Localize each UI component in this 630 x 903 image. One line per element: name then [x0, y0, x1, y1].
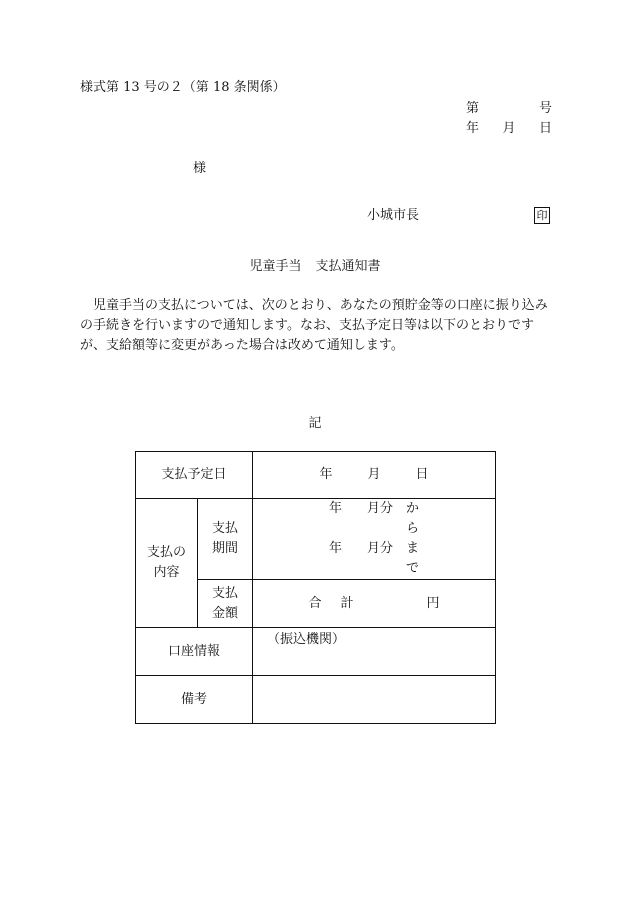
currency-unit: 円: [426, 595, 440, 611]
document-number: [466, 101, 552, 117]
payment-info-table: [135, 451, 496, 724]
payment-amount-label-line2: 金額: [212, 605, 239, 621]
table-row-scheduled-date: [136, 452, 496, 499]
payment-contents-label-line1: 支払の: [146, 545, 186, 560]
payment-period-value: [253, 499, 496, 580]
table-row-remarks: [136, 676, 496, 724]
issue-date: [466, 121, 552, 137]
ki-heading: 記: [308, 416, 322, 431]
total-char-1: 合: [308, 595, 322, 611]
seal-mark: 印: [534, 207, 550, 224]
form-label: 様式第 13 号の２（第 18 条関係）: [80, 80, 286, 95]
period-to-year: 年: [329, 541, 343, 556]
payment-period-label-line2: 期間: [212, 541, 239, 556]
scheduled-date-year: 年: [319, 467, 333, 482]
table-row-account: [136, 628, 496, 676]
payment-period-label-line1: 支払: [212, 521, 239, 536]
payment-amount-value: [253, 580, 496, 628]
scheduled-date-label: 支払予定日: [136, 452, 253, 499]
account-value: （振込機関）: [253, 628, 496, 676]
period-from-month: 月分: [367, 501, 394, 516]
payment-period-label: [198, 499, 253, 580]
payment-period-from: [253, 499, 495, 539]
period-from-tail: から: [406, 501, 420, 536]
document-title-part1: 児童手当: [249, 259, 302, 274]
document-title: [0, 259, 630, 275]
payment-amount-label-line1: 支払: [212, 585, 239, 601]
payment-amount-label: [198, 580, 253, 628]
period-to-month: 月分: [367, 541, 394, 556]
document-title-part2: 支払通知書: [315, 259, 381, 274]
payment-contents-label: [136, 499, 198, 628]
issue-date-year: 年: [466, 121, 480, 136]
remarks-value: [253, 676, 496, 724]
payment-period-to: [253, 539, 495, 579]
issue-date-day: 日: [538, 121, 552, 136]
scheduled-date-day: 日: [415, 467, 429, 482]
body-paragraph: 児童手当の支払については、次のとおり、あなたの預貯金等の口座に振り込みの手続きを行いますので通知します。なお、支払予定日等は以下のとおりですが、支給額等に変更があった場合は改めて通知します。: [80, 298, 548, 353]
period-to-tail: まで: [406, 541, 420, 576]
document-number-suffix: 号: [538, 101, 552, 116]
period-from-year: 年: [329, 501, 343, 516]
account-label: 口座情報: [136, 628, 253, 676]
table-row-payment-period: [136, 499, 496, 580]
total-char-2: 計: [340, 595, 354, 611]
payment-contents-label-line2: 内容: [153, 565, 180, 580]
scheduled-date-month: 月: [367, 467, 381, 482]
document-number-prefix: 第: [466, 101, 480, 116]
remarks-label: 備考: [136, 676, 253, 724]
recipient-honorific: 様: [193, 161, 207, 176]
issuer-name: 小城市長: [367, 208, 420, 223]
issue-date-month: 月: [502, 121, 516, 136]
scheduled-date-value: [253, 452, 496, 499]
